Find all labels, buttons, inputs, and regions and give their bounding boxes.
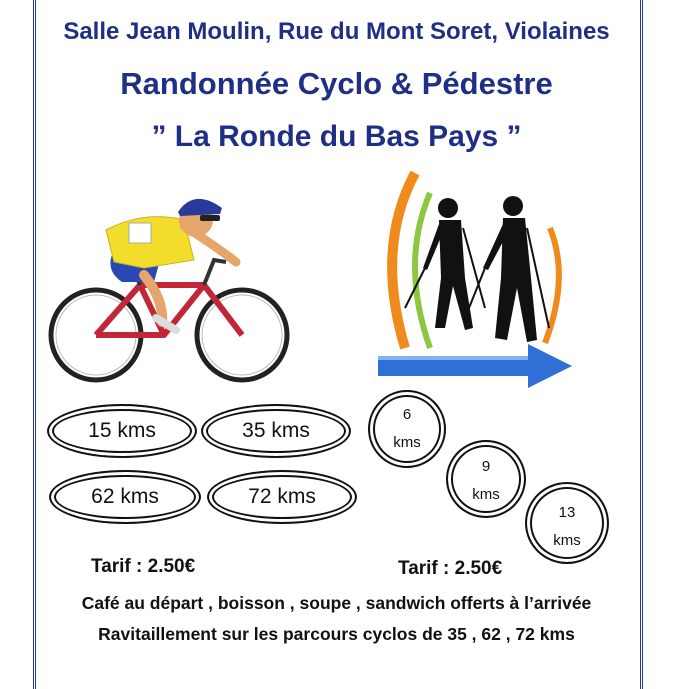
walk-distance-unit: kms — [553, 532, 581, 549]
cyclo-distance-72: 72 kms — [207, 470, 357, 524]
venue-line: Salle Jean Moulin, Rue du Mont Soret, Violaines — [63, 18, 610, 45]
walk-price: Tarif : 2.50€ — [398, 558, 503, 579]
walk-distance-value: 13 — [558, 504, 576, 521]
walk-distance-6 — [368, 390, 446, 468]
cyclo-distance-35: 35 kms — [201, 404, 351, 458]
walk-distance-unit: kms — [472, 486, 500, 503]
walk-distance-value: 9 — [481, 458, 491, 475]
footer-line-2: Ravitaillement sur les parcours cyclos de 35 , 62 , 72 kms — [98, 624, 575, 644]
cyclist-illustration — [44, 190, 304, 385]
walk-distance-unit: kms — [393, 434, 421, 451]
walk-distance-value: 6 — [402, 406, 412, 423]
arrow-icon — [378, 344, 574, 388]
walk-distance-9 — [446, 440, 526, 518]
cyclo-distance-62: 62 kms — [49, 470, 201, 524]
footer-line-1: Café au départ , boisson , soupe , sandwich offerts à l’arrivée — [81, 593, 592, 613]
cyclo-price: Tarif : 2.50€ — [91, 556, 196, 577]
cyclo-distance-15: 15 kms — [47, 404, 197, 458]
walk-distance-13 — [525, 482, 609, 564]
event-subtitle: ” La Ronde du Bas Pays ” — [151, 120, 522, 153]
event-title: Randonnée Cyclo & Pédestre — [120, 66, 553, 101]
